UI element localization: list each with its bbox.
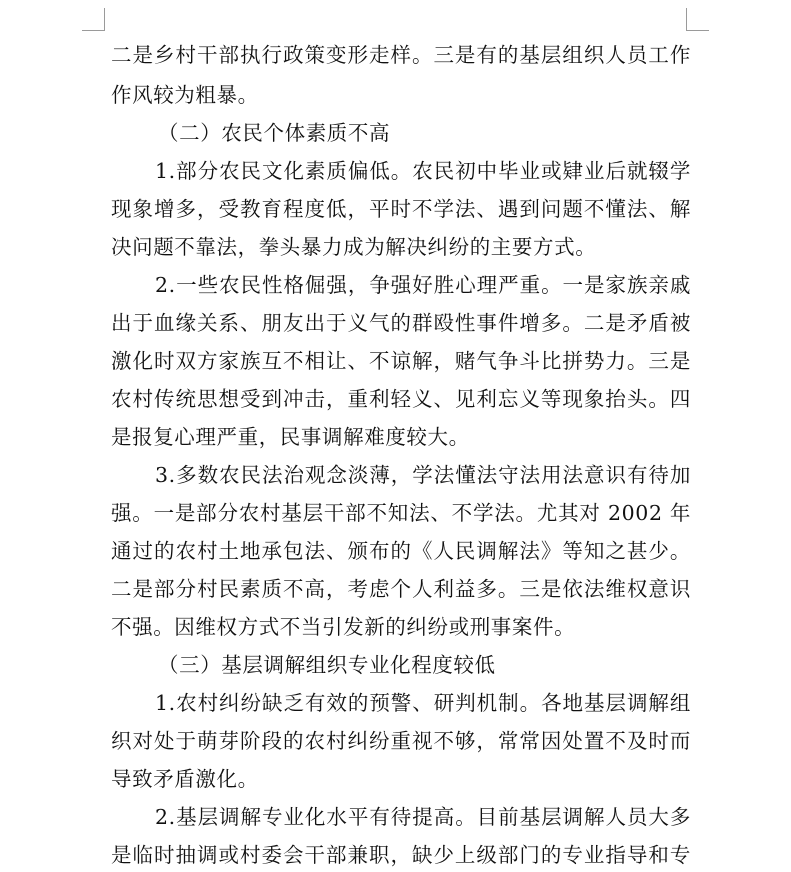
- text-line: 织对处于萌芽阶段的农村纠纷重视不够，常常因处置不及时而: [111, 729, 691, 753]
- text-line: 1.农村纠纷缺乏有效的预警、研判机制。各地基层调解组: [155, 691, 691, 715]
- text-line: 现象增多，受教育程度低，平时不学法、遇到问题不懂法、解: [111, 197, 691, 221]
- section-heading: （三）基层调解组织专业化程度较低: [158, 653, 496, 677]
- text-line: 农村传统思想受到冲击，重利轻义、见利忘义等现象抬头。四: [111, 387, 691, 411]
- text-line: 激化时双方家族互不相让、不谅解，赌气争斗比拼势力。三是: [111, 349, 691, 373]
- text-line: 出于血缘关系、朋友出于义气的群殴性事件增多。二是矛盾被: [111, 311, 691, 335]
- text-line: 二是部分村民素质不高，考虑个人利益多。三是依法维权意识: [111, 577, 691, 601]
- text-line: 决问题不靠法，拳头暴力成为解决纠纷的主要方式。: [111, 235, 597, 259]
- page-corner-mark-right: [686, 8, 709, 31]
- text-line: 导致矛盾激化。: [111, 767, 259, 791]
- section-heading: （二）农民个体素质不高: [158, 121, 391, 145]
- text-line: 1.部分农民文化素质偏低。农民初中毕业或肄业后就辍学: [155, 159, 691, 183]
- page-corner-mark-left: [82, 8, 105, 31]
- text-line: 通过的农村土地承包法、颁布的《人民调解法》等知之甚少。: [111, 539, 691, 563]
- text-line: 是报复心理严重，民事调解难度较大。: [111, 425, 470, 449]
- text-line: 2.一些农民性格倔强，争强好胜心理严重。一是家族亲戚: [155, 273, 691, 297]
- text-line: 2.基层调解专业化水平有待提高。目前基层调解人员大多: [155, 805, 691, 829]
- text-line: 强。一是部分农村基层干部不知法、不学法。尤其对 2002 年: [111, 501, 691, 525]
- text-line: 二是乡村干部执行政策变形走样。三是有的基层组织人员工作: [111, 43, 691, 67]
- text-line: 不强。因维权方式不当引发新的纠纷或刑事案件。: [111, 615, 576, 639]
- text-line: 是临时抽调或村委会干部兼职，缺少上级部门的专业指导和专: [111, 843, 691, 867]
- text-line: 作风较为粗暴。: [111, 83, 259, 107]
- text-line: 3.多数农民法治观念淡薄，学法懂法守法用法意识有待加: [155, 463, 691, 487]
